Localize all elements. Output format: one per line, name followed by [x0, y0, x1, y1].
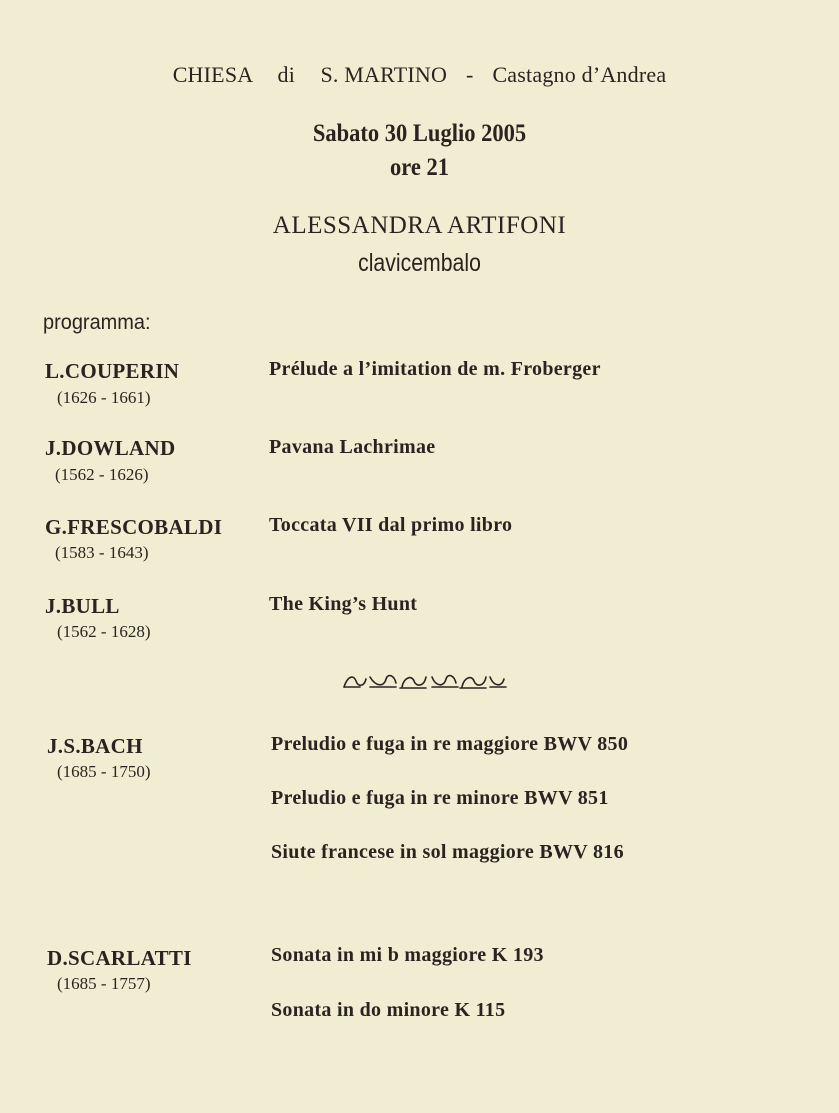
venue-header — [0, 62, 839, 88]
performer-instrument: clavicembalo — [358, 249, 481, 277]
venue-place: Castagno d’Andrea — [492, 62, 667, 87]
church-di: di — [277, 62, 296, 87]
composer-name: L.COUPERIN — [45, 359, 180, 383]
church-saint: S. MARTINO — [320, 62, 448, 87]
composer-name: G.FRESCOBALDI — [45, 515, 223, 539]
work-title: Siute francese in sol maggiore BWV 816 — [271, 841, 624, 863]
composer-name: J.S.BACH — [47, 734, 143, 758]
composer-name: J.DOWLAND — [45, 436, 176, 460]
work-title: Preludio e fuga in re maggiore BWV 850 — [271, 733, 629, 755]
composer-years: (1583 - 1643) — [55, 543, 149, 562]
work-title: Preludio e fuga in re minore BWV 851 — [271, 787, 609, 809]
composer-name: J.BULL — [45, 594, 120, 618]
work-title: Sonata in do minore K 115 — [271, 999, 506, 1021]
composer-years: (1685 - 1750) — [57, 762, 151, 781]
composer-name: D.SCARLATTI — [47, 946, 192, 970]
work-title: Toccata VII dal primo libro — [269, 514, 513, 536]
event-date: Sabato 30 Luglio 2005 — [312, 120, 527, 147]
header-dash: - — [465, 62, 474, 87]
performer-name: ALESSANDRA ARTIFONI — [272, 212, 567, 239]
composer-years: (1562 - 1628) — [57, 622, 151, 641]
work-title: Prélude a l’imitation de m. Froberger — [269, 358, 601, 380]
composer-years: (1685 - 1757) — [57, 974, 151, 993]
ornamental-divider-icon — [340, 671, 510, 693]
program-label: programma: — [43, 311, 151, 334]
work-title: Sonata in mi b maggiore K 193 — [271, 944, 544, 966]
work-title: Pavana Lachrimae — [269, 436, 436, 458]
church-label: CHIESA — [172, 62, 253, 87]
composer-years: (1562 - 1626) — [55, 465, 149, 484]
work-title: The King’s Hunt — [269, 593, 418, 615]
composer-years: (1626 - 1661) — [57, 388, 151, 407]
event-time: ore 21 — [390, 154, 449, 181]
